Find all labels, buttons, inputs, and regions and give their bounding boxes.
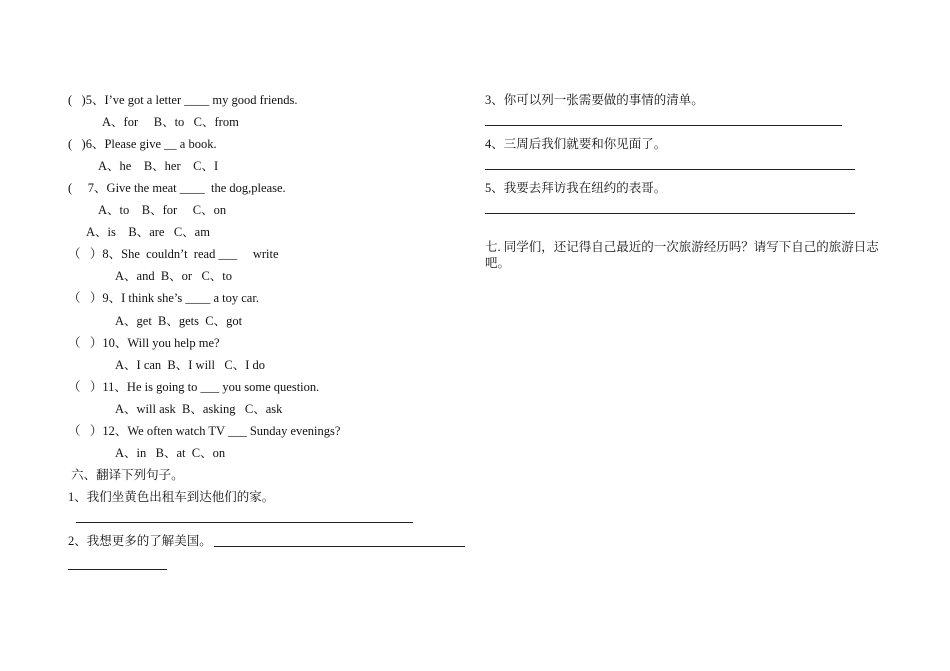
translation-1: 1、我们坐黄色出租车到达他们的家。: [68, 490, 275, 504]
answer-line-2a: [214, 546, 465, 547]
question-11: （ ）11、He is going to ___ you some question.: [68, 380, 320, 394]
question-12: （ ）12、We often watch TV ___ Sunday evenings?: [68, 424, 341, 438]
answer-line-1: [76, 522, 413, 523]
question-5: ( )5、I’ve got a letter ____ my good friends.: [68, 93, 298, 107]
question-7b-options: A、is B、are C、am: [86, 225, 210, 239]
answer-line-5: [485, 213, 855, 214]
question-5-options: A、for B、to C、from: [102, 115, 239, 129]
question-8-options: A、and B、or C、to: [115, 269, 233, 283]
question-9: （ ）9、I think she’s ____ a toy car.: [68, 291, 259, 305]
answer-line-2b: [68, 569, 167, 570]
section-6-title: 六、翻译下列句子。: [68, 468, 184, 482]
translation-2: 2、我想更多的了解美国。: [68, 534, 212, 548]
question-12-options: A、in B、at C、on: [115, 446, 226, 460]
question-8: （ ）8、She couldn’t read ___ write: [68, 247, 279, 261]
question-6: ( )6、Please give __ a book.: [68, 137, 217, 151]
translation-3: 3、你可以列一张需要做的事情的清单。: [485, 93, 704, 107]
section-7-prompt: 七. 同学们，还记得自己最近的一次旅游经历吗？请写下自己的旅游日志吧。: [485, 240, 879, 270]
question-10: （ ）10、Will you help me?: [68, 336, 220, 350]
question-10-options: A、I can B、I will C、I do: [115, 358, 265, 372]
answer-line-4: [485, 169, 855, 170]
translation-4: 4、三周后我们就要和你见面了。: [485, 137, 667, 151]
answer-line-3: [485, 125, 842, 126]
question-9-options: A、get B、gets C、got: [115, 314, 243, 328]
question-7-options: A、to B、for C、on: [98, 203, 227, 217]
translation-5: 5、我要去拜访我在纽约的表哥。: [485, 181, 667, 195]
question-11-options: A、will ask B、asking C、ask: [115, 402, 283, 416]
question-6-options: A、he B、her C、I: [98, 159, 219, 173]
question-7: ( 7、Give the meat ____ the dog,please.: [68, 181, 286, 195]
